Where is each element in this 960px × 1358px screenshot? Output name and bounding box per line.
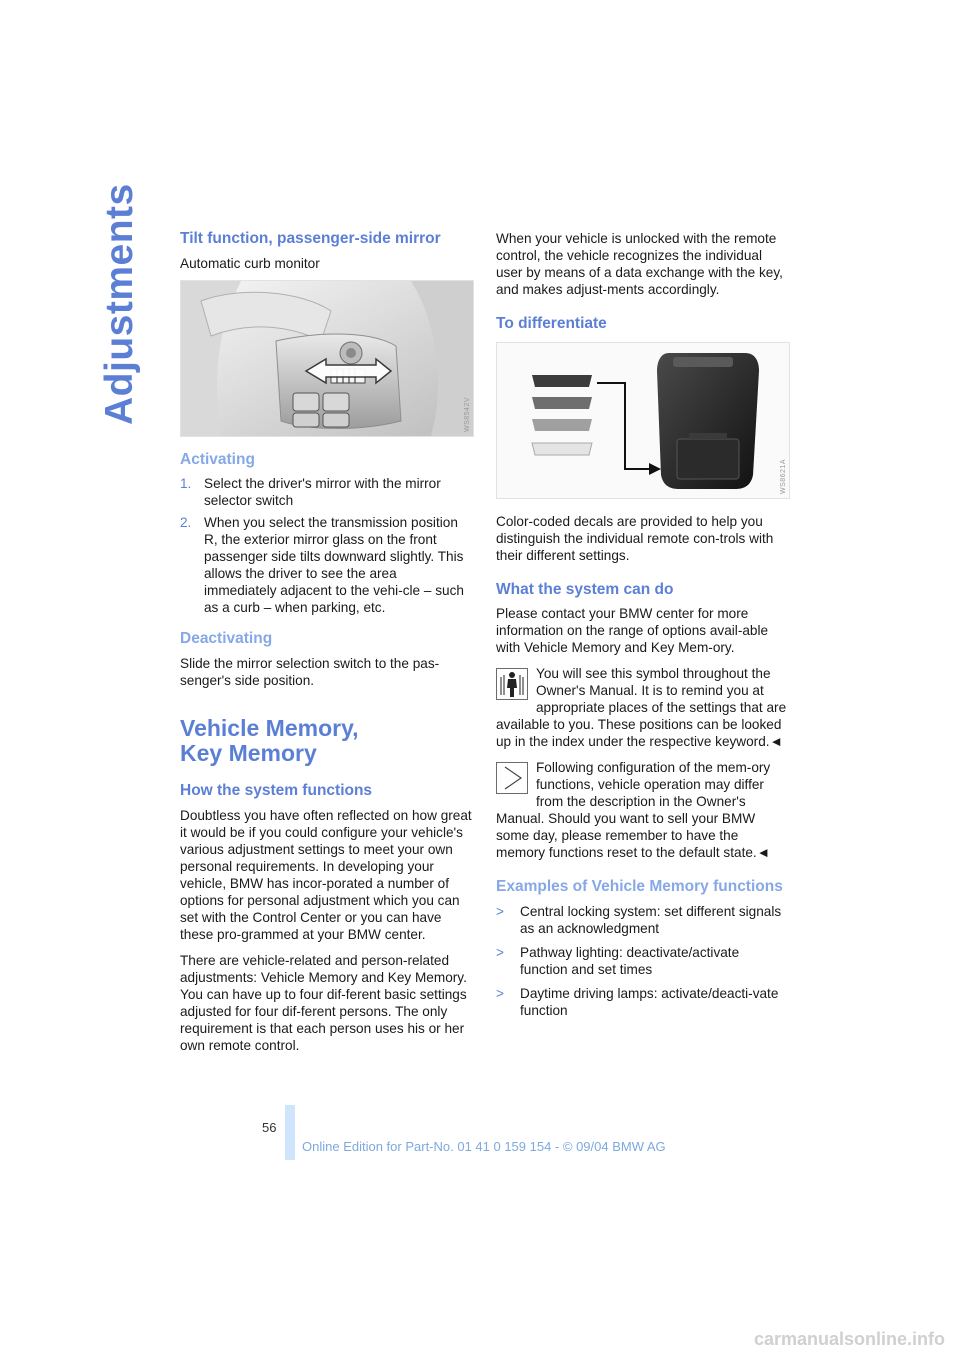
examples-heading: Examples of Vehicle Memory functions: [496, 878, 783, 896]
activating-heading: Activating: [180, 450, 255, 468]
list-item: [496, 944, 788, 978]
activating-steps: [180, 475, 472, 616]
remote-key-illustration: [497, 343, 789, 498]
example-text: Central locking system: set different signals as an acknowledgment: [520, 903, 782, 936]
how-paragraph-2: There are vehicle-related and person-related adjustments: Vehicle Memory and Key Memory. You can have up to four dif-ferent basic settings adjusted for four dif-ferent persons. The only requirement is that each person uses his or her own remote control.: [180, 952, 467, 1053]
heading-line-1: Vehicle Memory,: [180, 714, 359, 741]
step-number: 2.: [180, 515, 192, 531]
example-text: Daytime driving lamps: activate/deacti-vate function: [520, 985, 779, 1018]
left-column: [180, 230, 472, 1063]
list-item: [496, 985, 788, 1019]
right-column: [496, 230, 788, 1026]
photo-code: WS8542V: [464, 396, 471, 432]
heading-line-2: Key Memory: [180, 740, 317, 767]
vehicle-memory-heading: [180, 716, 472, 767]
bullet: >: [496, 985, 504, 1001]
how-paragraph-1: Doubtless you have often reflected on how great it would be if you could configure your vehicle's various adjustment settings to meet your own personal requirements. In developing your vehicle, BMW has incor-porated a number of options for personal adjustment which you can set with the Control Center or you can have these pro-grammed at your BMW center.: [180, 807, 472, 942]
page-number: 56: [262, 1120, 277, 1135]
note-triangle-icon: [496, 762, 528, 794]
how-system-functions-heading: How the system functions: [180, 782, 373, 800]
remote-control-photo: [496, 342, 790, 499]
example-text: Pathway lighting: deactivate/activate function and set times: [520, 944, 740, 977]
note-paragraph: [496, 759, 788, 861]
list-item: [180, 475, 472, 509]
list-item: [180, 514, 472, 616]
differentiate-heading: To differentiate: [496, 315, 607, 332]
memory-figure-icon: [496, 668, 528, 700]
mirror-switch-photo: [180, 280, 474, 437]
bullet: >: [496, 903, 504, 919]
section-tab: [98, 183, 158, 430]
bullet: >: [496, 944, 504, 960]
photo-code: WS8621A: [780, 458, 787, 494]
intro-paragraph: When your vehicle is unlocked with the remote control, the vehicle recognizes the individual user by means of a data exchange with the key, and makes adjust-ments accordingly.: [496, 231, 783, 297]
symbol-text: You will see this symbol throughout the Owner's Manual. It is to remind you at appropriate places of the settings that are available to you. These positions can be looked up in the index under the respective keyword.◄: [496, 666, 787, 750]
can-do-paragraph: Please contact your BMW center for more information on the range of options avail-able with Vehicle Memory and Key Mem-ory.: [496, 606, 769, 656]
deactivating-text: Slide the mirror selection switch to the pas-senger's side position.: [180, 655, 440, 688]
footer-bar: [285, 1105, 295, 1160]
step-text: Select the driver's mirror with the mirror selector switch: [204, 476, 441, 509]
examples-list: [496, 903, 788, 1019]
watermark: carmanualsonline.info: [753, 1329, 945, 1349]
section-title: Adjustments: [98, 183, 141, 425]
step-text: When you select the transmission position R, the exterior mirror glass on the front passenger side tilts downward slightly. This allows the driver to see the area immediately adjacent to the vehi-cle – such as a curb – when parking, etc.: [204, 515, 464, 616]
symbol-paragraph: [496, 665, 788, 750]
list-item: [496, 903, 788, 937]
tilt-function-heading: Tilt function, passenger-side mirror: [180, 230, 441, 247]
door-panel-illustration: [181, 281, 473, 436]
what-system-can-do-heading: What the system can do: [496, 580, 674, 598]
decals-paragraph: Color-coded decals are provided to help you distinguish the individual remote con-trols with their different settings.: [496, 513, 774, 563]
note-text: Following configuration of the mem-ory functions, vehicle operation may differ from the description in the Owner's Manual. Should you want to sell your BMW some day, please remember to have the memory functions reset to the default state.◄: [496, 760, 771, 861]
step-number: 1.: [180, 476, 192, 492]
deactivating-heading: Deactivating: [180, 630, 273, 648]
edition-footer: Online Edition for Part-No. 01 41 0 159 154 - © 09/04 BMW AG: [302, 1139, 666, 1154]
tilt-subtitle: Automatic curb monitor: [180, 255, 320, 271]
